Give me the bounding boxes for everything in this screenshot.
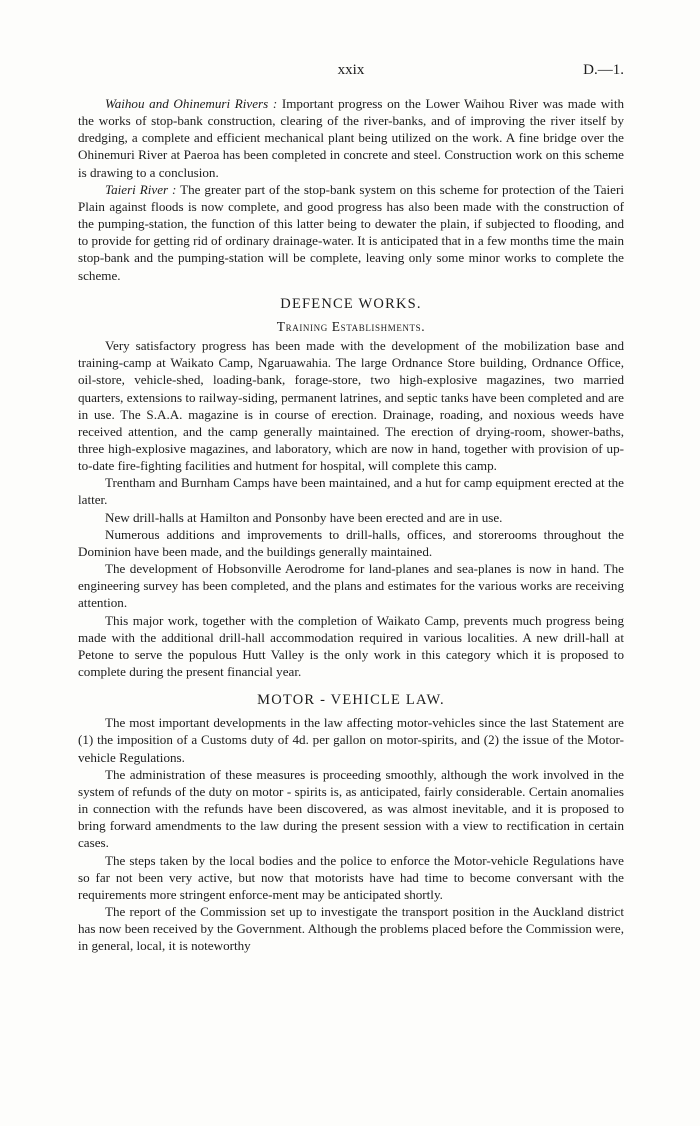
paragraph-lead: Waihou and Ohinemuri Rivers :: [105, 96, 278, 111]
paragraph-lead: Taieri River :: [105, 181, 177, 197]
document-body: [78, 95, 624, 955]
subheading-training-establishments: Training Establishments.: [276, 318, 426, 334]
document-reference: D.—1.: [583, 62, 624, 78]
paragraph: The most important developments in the law affecting motor-vehicles since the last Statement are (1) the imposition of a Customs duty of 4d. per gallon on motor-spirits, and (2) the issue of the Motor-vehicle Regulations.: [78, 715, 624, 765]
paragraph: Numerous additions and improvements to drill-halls, offices, and storerooms throughout the Dominion have been made, and the buildings generally maintained.: [78, 526, 624, 559]
paragraph-taieri: [78, 181, 624, 284]
paragraph: The steps taken by the local bodies and the police to enforce the Motor-vehicle Regulations have so far not been very active, but now that motorists have had time to become conversant with the requirements more stringent enforce-ment may be anticipated shortly.: [78, 852, 624, 902]
paragraph: Trentham and Burnham Camps have been maintained, and a hut for camp equipment erected at the latter.: [78, 475, 624, 508]
paragraph: Very satisfactory progress has been made with the development of the mobilization base and training-camp at Waikato Camp, Ngaruawahia. The large Ordnance Store building, Ordnance Office, oil-store, vehicle-shed, loading-bank, forage-store, two high-explosive magazines, two married quarters, extensions to railway-siding, permanent latrines, and septic tanks have been completed and are in use. The S.A.A. magazine is in course of erection. Drainage, roading, and noxious weeds have received attention, and the camp generally maintained. The erection of drying-room, shower-baths, three high-explosive magazines, and laboratory, which are now in hand, together with provision of up-to-date fire-fighting facilities and hutment for hospital, will complete this camp.: [78, 338, 624, 474]
page-number: xxix: [337, 62, 365, 78]
paragraph-text: Important progress on the Lower Waihou River was made with the works of stop-bank construction, clearing of the river-banks, and of improving the river itself by dredging, a complete and efficient mechanical plant being utilized on the work. A fine bridge over the Ohinemuri River at Paeroa has been completed in concrete and steel. Construction work on this scheme is drawing to a conclusion.: [78, 96, 625, 180]
section-heading-motor-vehicle-law: MOTOR - VEHICLE LAW.: [257, 692, 445, 709]
paragraph: New drill-halls at Hamilton and Ponsonby have been erected and are in use.: [105, 509, 503, 525]
paragraph-waihou-ohinemuri: [78, 95, 624, 181]
running-header: [78, 62, 624, 84]
section-heading-defence-works: DEFENCE WORKS.: [280, 295, 422, 312]
paragraph: The report of the Commission set up to investigate the transport position in the Auckland district has now been received by the Government. Although the problems placed before the Commission were, in general, local, it is noteworthy: [78, 904, 624, 954]
paragraph: The administration of these measures is proceeding smoothly, although the work involved in the system of refunds of the duty on motor - spirits is, as anticipated, fairly considerable. Certain anomalies in connection with the refunds have been discovered, as was almost inevitable, and it is proposed to bring forward amendments to the law during the present session with a view to rectification in certain cases.: [78, 766, 624, 851]
paragraph: This major work, together with the completion of Waikato Camp, prevents much progress being made with the additional drill-hall accommodation required in various localities. A new drill-hall at Petone to serve the populous Hutt Valley is the only work in this category which it is proposed to complete during the present financial year.: [78, 612, 624, 679]
paragraph: The development of Hobsonville Aerodrome for land-planes and sea-planes is now in hand. The engineering survey has been completed, and the plans and estimates for the various works are receiving attention.: [78, 561, 624, 611]
paragraph-text: The greater part of the stop-bank system on this scheme for protection of the Taieri Plain against floods is now complete, and good progress has also been made with the construction of the pumping-station, the function of this latter being to dewater the plain, if subjected to flooding, and to provide for getting rid of ordinary drainage-water. It is anticipated that in a few months time the main stop-bank and the pumping-station will be complete, leaving only some minor works to complete the scheme.: [78, 181, 624, 283]
